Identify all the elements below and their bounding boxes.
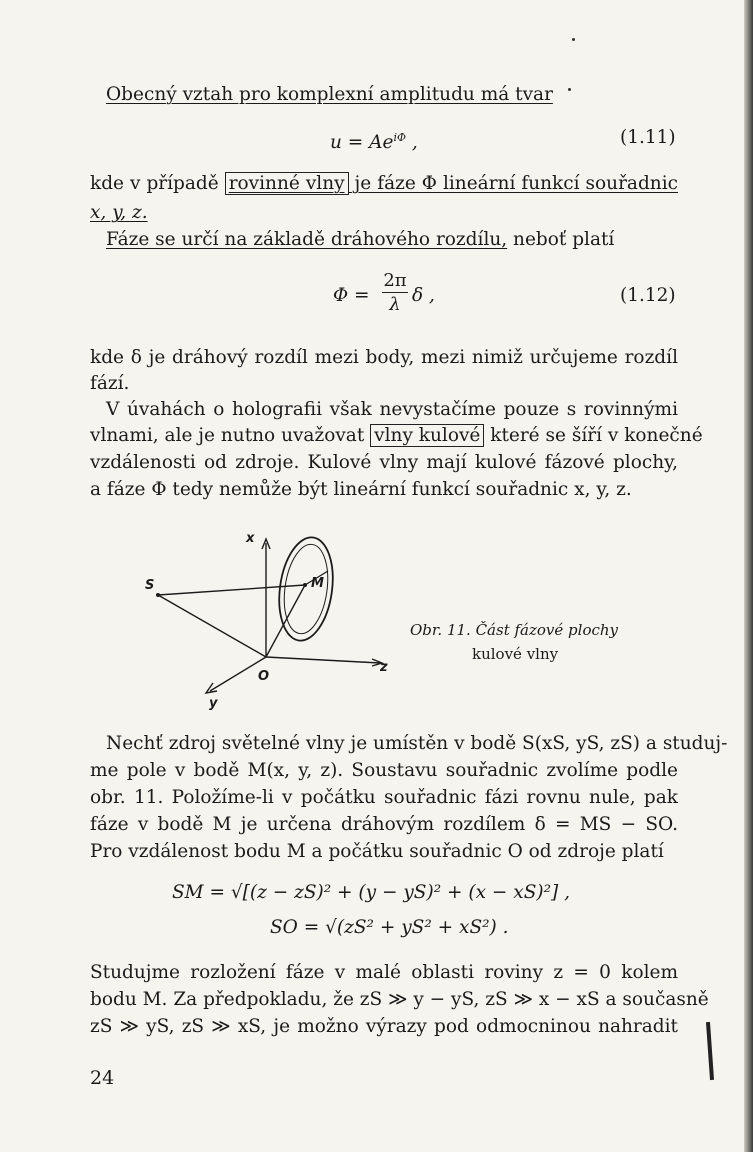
label-x: x	[246, 531, 255, 546]
equation-number: (1.12)	[620, 285, 676, 306]
ray-s-o	[158, 595, 266, 657]
text-run: které se šíří v konečné	[484, 425, 703, 446]
label-z: z	[380, 660, 388, 675]
boxed-phrase-rovinne-vlny: rovinné vlny	[225, 172, 349, 195]
label-o: O	[258, 669, 270, 684]
paragraph-line: fází.	[90, 373, 130, 394]
equation-number: (1.11)	[620, 127, 676, 148]
paragraph-line: obr. 11. Položíme-li v počátku souřadnic fázi rovnu nule, pak	[90, 787, 678, 808]
ray-s-m	[158, 585, 305, 595]
equation-sm: SM = √[(z − zS)² + (y − yS)² + (x − xS)²] ,	[172, 882, 571, 903]
point-m	[303, 583, 307, 587]
paragraph-line: kde δ je dráhový rozdíl mezi body, mezi nimiž určujeme rozdíl	[90, 347, 678, 368]
paragraph-line	[106, 229, 614, 251]
fraction	[382, 270, 408, 315]
equation-1-11-lhs: u = Ae	[330, 132, 394, 154]
phase-surface-outer	[273, 534, 339, 644]
text-run: vlnami, ale je nutno uvažovat	[90, 425, 371, 446]
paragraph-line: x, y, z.	[90, 202, 148, 223]
fraction-denominator: λ	[389, 294, 401, 315]
paragraph-line: zS ≫ yS, zS ≫ xS, je možno výrazy pod odmocninou nahradit	[90, 1016, 678, 1037]
point-s	[156, 593, 160, 597]
phase-surface-inner	[279, 542, 333, 637]
equation-so: SO = √(zS² + yS² + xS²) .	[270, 917, 509, 938]
label-m: M	[311, 576, 324, 591]
equation-1-11-tail: ,	[406, 132, 418, 154]
paragraph-line: Studujme rozložení fáze v malé oblasti roviny z = 0 kolem	[90, 962, 678, 983]
text-run: je fáze Φ lineární funkcí souřadnic	[348, 173, 678, 194]
boxed-phrase-vlny-kulove: vlny kulové	[370, 424, 484, 447]
equation-1-12-lhs: Φ =	[333, 285, 370, 306]
equation-1-11-exponent: iΦ	[393, 131, 407, 144]
paragraph-line: fáze v bodě M je určena dráhovým rozdílem δ = MS − SO.	[90, 814, 678, 835]
label-s: S	[145, 578, 155, 593]
fraction-bar	[382, 292, 408, 293]
label-y: y	[209, 696, 218, 711]
figure-11	[140, 525, 400, 720]
paragraph-line: a fáze Φ tedy nemůže být lineární funkcí souřadnic x, y, z.	[90, 479, 632, 500]
paragraph-line	[90, 173, 678, 195]
paragraph-line: Nechť zdroj světelné vlny je umístěn v bodě S(xS, yS, zS) a studuj-	[106, 733, 728, 754]
page-edge-shadow	[744, 0, 753, 1152]
equation-1-12-rhs: δ ,	[412, 285, 435, 306]
ray-o-m	[266, 585, 305, 657]
speck	[568, 88, 571, 91]
underlined-phrase: Fáze se určí na základě dráhového rozdílu,	[106, 229, 508, 250]
z-axis	[266, 657, 380, 663]
page-number: 24	[90, 1067, 115, 1089]
paragraph-line: me pole v bodě M(x, y, z). Soustavu souřadnic zvolíme podle	[90, 760, 678, 781]
paragraph-line: Pro vzdálenost bodu M a počátku souřadnic O od zdroje platí	[90, 841, 664, 862]
paragraph-line: bodu M. Za předpokladu, že zS ≫ y − yS, zS ≫ x − xS a současně	[90, 989, 709, 1010]
paragraph-line	[90, 425, 703, 447]
speck	[572, 38, 575, 41]
paragraph-line: Obecný vztah pro komplexní amplitudu má tvar	[106, 84, 553, 105]
text-run: kde v případě	[90, 173, 225, 194]
paragraph-line: vzdálenosti od zdroje. Kulové vlny mají kulové fázové plochy,	[90, 452, 678, 473]
equation-1-11	[330, 127, 418, 154]
fraction-numerator: 2π	[383, 270, 407, 291]
paragraph-line: V úvahách o holografii však nevystačíme pouze s rovinnými	[106, 399, 678, 420]
margin-pen-mark	[706, 1022, 714, 1080]
text-run: neboť platí	[507, 229, 615, 250]
figure-caption-line: kulové vlny	[472, 645, 559, 663]
figure-caption-line: Obr. 11. Část fázové plochy	[410, 621, 619, 639]
